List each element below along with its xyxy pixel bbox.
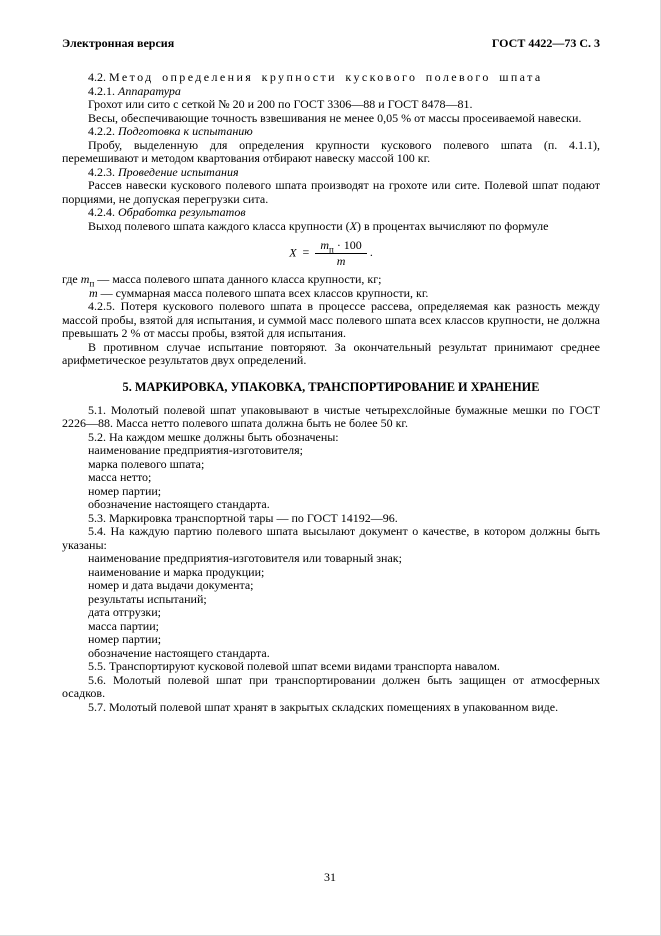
- paragraph-repeat-rule: В противном случае испытание повторяют. За окончательный результат принимают среднее арифметическое результатов двух определений.: [62, 339, 600, 367]
- paragraph-5-4: 5.4. На каждую партию полевого шпата высылают документ о качестве, в котором должны быть указаны:: [62, 524, 600, 552]
- list-item: номер партии;: [88, 483, 162, 498]
- heading-4-2-2: [62, 125, 600, 139]
- heading-4-2: [62, 71, 600, 85]
- gost-code-label: ГОСТ 4422—73 С. 3: [491, 36, 600, 50]
- paragraph-preparation: Пробу, выделенную для определения крупности кускового полевого шпата (п. 4.1.1), перемешивают и методом квартования отбирают навеску массой 100 кг.: [62, 137, 600, 165]
- list-item: наименование и марка продукции;: [88, 564, 265, 579]
- clause-number: 4.2.3.: [88, 164, 115, 179]
- variable-x: X: [349, 218, 357, 233]
- list-item: наименование предприятия-изготовителя или товарный знак;: [88, 551, 402, 565]
- clause-title: Аппаратура: [118, 83, 181, 98]
- page-header: [62, 36, 600, 51]
- paragraph-sieve: Грохот или сито с сеткой № 20 и 200 по ГОСТ 3306—88 и ГОСТ 8478—81.: [88, 97, 473, 111]
- variable-m: m: [80, 272, 90, 286]
- text-run: — суммарная масса полевого шпата всех классов крупности, кг.: [97, 285, 429, 300]
- fraction-denominator: [315, 254, 367, 268]
- text-run: где: [62, 272, 81, 286]
- text-run: Выход полевого шпата каждого класса крупности (: [88, 218, 350, 233]
- list-item: обозначение настоящего стандарта.: [88, 497, 270, 511]
- fraction-numerator: [315, 239, 367, 254]
- clause-title: Проведение испытания: [118, 164, 239, 179]
- where-clause-m: [62, 287, 600, 301]
- list-item: номер и дата выдачи документа;: [88, 578, 254, 592]
- heading-4-2-1: [62, 85, 600, 99]
- formula-period: .: [369, 245, 373, 260]
- subscript-p: п: [328, 244, 334, 255]
- paragraph-5-5: 5.5. Транспортируют кусковой полевой шпат всеми видами транспорта навалом.: [88, 659, 500, 673]
- heading-4-2-3: [62, 166, 600, 180]
- paragraph-test: Рассев навески кускового полевого шпата производят на грохоте или сите. Полевой шпат подают порциями, не допуская перегрузки сита.: [62, 178, 600, 206]
- page-footer: [0, 870, 660, 885]
- heading-4-2-4: [62, 206, 600, 220]
- list-item: масса нетто;: [88, 470, 152, 484]
- formula-yield: [62, 239, 600, 268]
- clause-title: Подготовка к испытанию: [118, 124, 253, 138]
- paragraph-5-6: 5.6. Молотый полевой шпат при транспортировании должен быть защищен от атмосферных осадков.: [62, 672, 600, 700]
- paragraph-scales: Весы, обеспечивающие точность взвешивания не менее 0,05 % от массы просеиваемой навески.: [88, 110, 582, 125]
- clause-number: 4.2.: [88, 70, 106, 84]
- text-run: — масса полевого шпата данного класса крупности, кг;: [94, 272, 382, 286]
- clause-number: 4.2.4.: [88, 205, 115, 219]
- clause-number: 4.2.2.: [88, 124, 115, 138]
- multiplier-100: · 100: [333, 238, 362, 252]
- section-5-heading: 5. МАРКИРОВКА, УПАКОВКА, ТРАНСПОРТИРОВАНИЕ И ХРАНЕНИЕ: [122, 379, 540, 394]
- page-number: 31: [324, 870, 336, 884]
- fraction: [315, 239, 367, 268]
- paragraph-5-1: 5.1. Молотый полевой шпат упаковывают в чистые четырехслойные бумажные мешки по ГОСТ 2226—88. Масса нетто полевого шпата должна быть не более 50 кг.: [62, 402, 600, 430]
- paragraph-5-3: 5.3. Маркировка транспортной тары — по ГОСТ 14192—96.: [88, 510, 398, 525]
- list-item: результаты испытаний;: [88, 591, 207, 606]
- list-item: масса партии;: [88, 618, 159, 633]
- paragraph-formula-intro: [62, 220, 600, 234]
- list-item: наименование предприятия-изготовителя;: [88, 443, 303, 457]
- list-item: номер партии;: [88, 632, 162, 646]
- paragraph-4-2-5: 4.2.5. Потеря кускового полевого шпата в процессе рассева, определяемая как разность между массой пробы, взятой для испытания, и суммой масс полевого шпата всех классов крупности, не должна превышать 2 % от массы пробы, взятой для испытания.: [62, 299, 600, 340]
- variable-m: m: [89, 285, 98, 300]
- clause-title: Обработка результатов: [118, 205, 246, 219]
- paragraph-5-7: 5.7. Молотый полевой шпат хранят в закрытых складских помещениях в упакованном виде.: [88, 699, 559, 714]
- where-clause-mn: [62, 273, 600, 287]
- variable-x: X: [289, 245, 297, 260]
- list-item: обозначение настоящего стандарта.: [88, 645, 270, 660]
- variable-m: m: [336, 254, 346, 268]
- clause-number: 4.2.1.: [88, 83, 115, 98]
- clause-title: Метод определения крупности кускового полевого шпата: [109, 70, 543, 84]
- electronic-version-label: Электронная версия: [62, 36, 175, 50]
- paragraph-5-2: 5.2. На каждом мешке должны быть обозначены:: [88, 429, 339, 444]
- text-run: ) в процентах вычисляют по формуле: [356, 218, 549, 233]
- equals-sign: =: [302, 245, 310, 260]
- list-item: марка полевого шпата;: [88, 456, 205, 471]
- variable-m: m: [320, 238, 329, 252]
- list-item: дата отгрузки;: [88, 605, 162, 619]
- subscript-p: п: [89, 278, 95, 289]
